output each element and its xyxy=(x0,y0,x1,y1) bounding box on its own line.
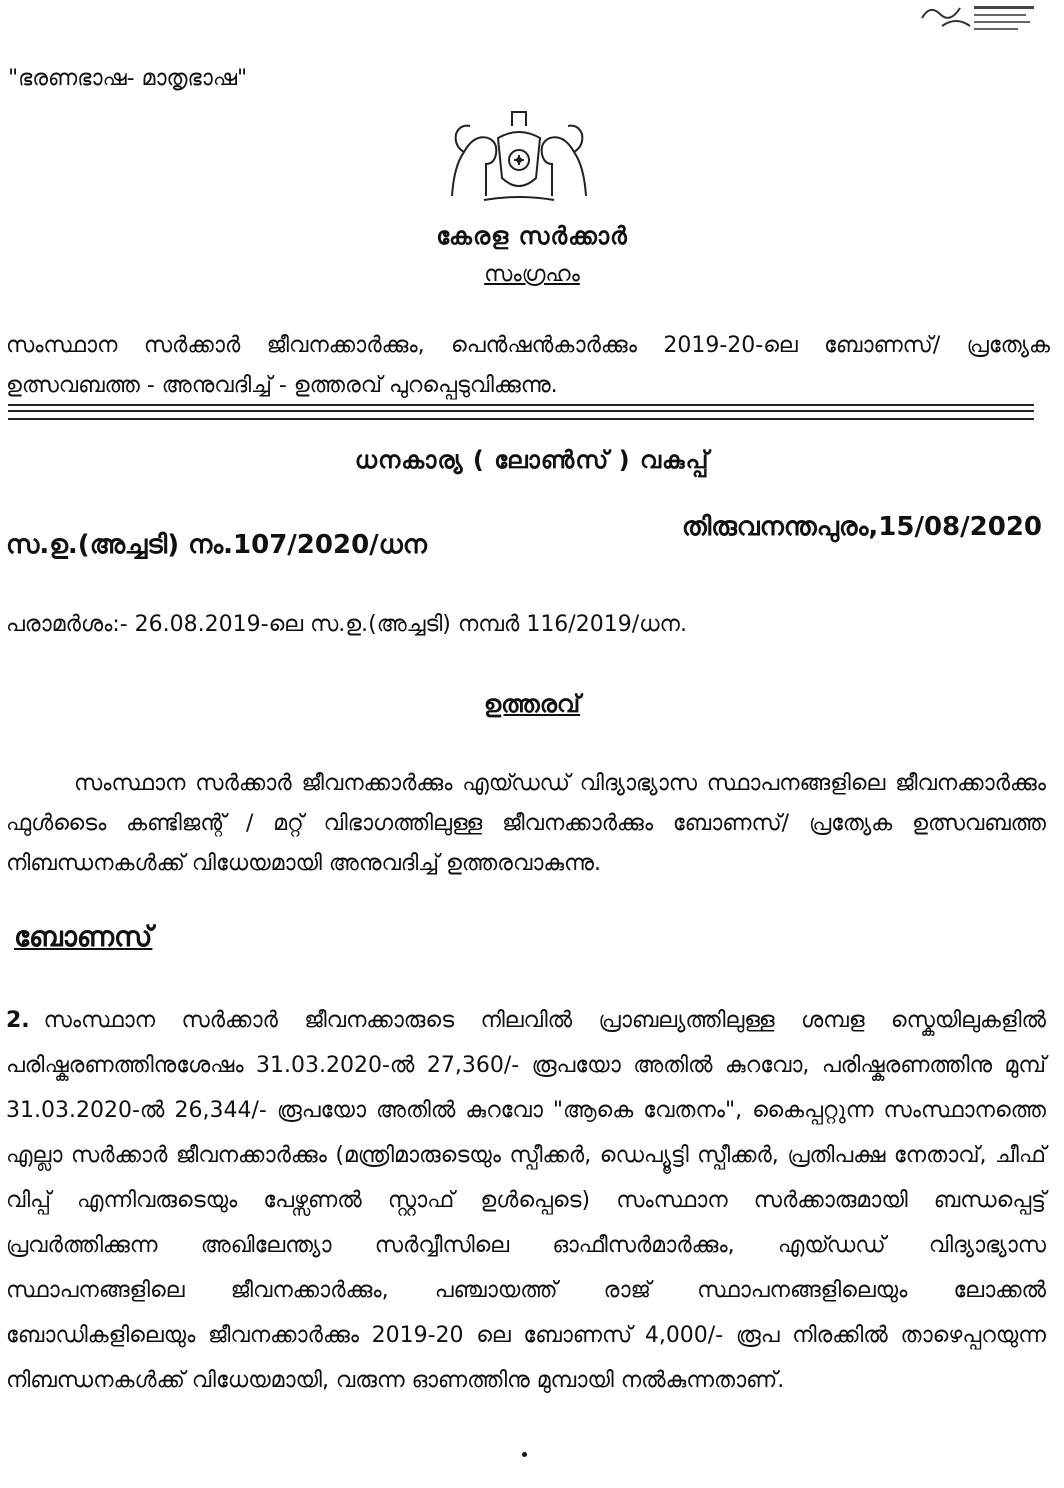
department-title: ധനകാര്യ ( ലോൺസ് ) വകുപ്പ് xyxy=(354,446,710,474)
reference-text: പരാമർശം:- 26.08.2019-ലെ സ.ഉ.(അച്ചടി) നമ്പർ 116/2019/ധന. xyxy=(6,612,687,637)
subject-text: സംസ്ഥാന സർക്കാർ ജീവനക്കാർക്കും, പെൻഷൻകാർക്കും 2019-20-ലെ ബോണസ്/ പ്രത്യേക ഉത്സവബത്ത - അനുവദിച്ച് - ഉത്തരവ് പുറപ്പെടുവിക്കുന്നു. xyxy=(6,333,1050,398)
paragraph-2-text: സംസ്ഥാന സർക്കാർ ജീവനക്കാരുടെ നിലവിൽ പ്രാബല്യത്തിലുള്ള ശമ്പള സ്കെയിലുകളിൽ പരിഷ്കരണത്തിനുശേഷം 31.03.2020-ൽ 27,360/- രൂപയോ അതിൽ കുറവോ, പരിഷ്കരണത്തിനു മുമ്പ് 31.03.2020-ൽ 26,344/- രൂപയോ അതിൽ കുറവോ "ആകെ വേതനം", കൈപ്പറ്റുന്ന സംസ്ഥാനത്തെ എല്ലാ സർക്കാർ ജീവനക്കാർക്കും (മന്ത്രിമാരുടെയും സ്പീക്കർ, ഡെപ്യൂട്ടി സ്പീക്കർ, പ്രതിപക്ഷ നേതാവ്, ചീഫ് വിപ്പ് എന്നിവരുടെയും പേഴ്സണൽ സ്റ്റാഫ് ഉൾപ്പെടെ) സംസ്ഥാന സർക്കാരുമായി ബന്ധപ്പെട്ട് പ്രവർത്തിക്കുന്ന അഖിലേന്ത്യാ സർവ്വീസിലെ ഓഫീസർമാർക്കും, എയ്ഡഡ് വിദ്യാഭ്യാസ സ്ഥാപനങ്ങളിലെ ജീവനക്കാർക്കും, പഞ്ചായത്ത് രാജ് സ്ഥാപനങ്ങളിലെയും ലോക്കൽ ബോഡികളിലെയും ജീവനക്കാർക്കും 2019-20 ലെ ബോണസ് 4,000/- രൂപ നിരക്കിൽ താഴെപ്പറയുന്ന നിബന്ധനകൾക്ക് വിധേയമായി, വരുന്ന ഓണത്തിനു മുമ്പായി നൽകുന്നതാണ്. xyxy=(6,1008,1046,1393)
government-title: കേരള സർക്കാർ xyxy=(436,222,628,250)
kerala-state-emblem-icon xyxy=(444,104,594,204)
receipt-stamp-icon xyxy=(912,0,1042,36)
place-and-date: തിരുവനന്തപുരം,15/08/2020 xyxy=(681,512,1042,542)
double-rule-divider xyxy=(8,404,1034,420)
page-mark xyxy=(522,1452,527,1457)
paragraph-number: 2. xyxy=(6,1008,30,1033)
order-body-text: സംസ്ഥാന സർക്കാർ ജീവനക്കാർക്കും എയ്ഡഡ് വിദ്യാഭ്യാസ സ്ഥാപനങ്ങളിലെ ജീവനക്കാർക്കും ഫുൾടൈം കണ്ടിജന്റ് / മറ്റ് വിഭാഗത്തിലുള്ള ജീവനക്കാർക്കും ബോണസ്/ പ്രത്യേക ഉത്സവബത്ത നിബന്ധനകൾക്ക് വിധേയമായി അനുവദിച്ച് ഉത്തരവാകുന്നു. xyxy=(6,771,1046,876)
summary-label: സംഗ്രഹം xyxy=(484,262,580,287)
paragraph-2 xyxy=(6,998,1046,1403)
bonus-section-heading: ബോണസ് xyxy=(14,920,153,953)
order-number: സ.ഉ.(അച്ചടി) നം.107/2020/ധന xyxy=(6,530,427,560)
motto-text: "ഭരണഭാഷ- മാതൃഭാഷ" xyxy=(8,66,248,91)
order-heading: ഉത്തരവ് xyxy=(483,690,581,718)
